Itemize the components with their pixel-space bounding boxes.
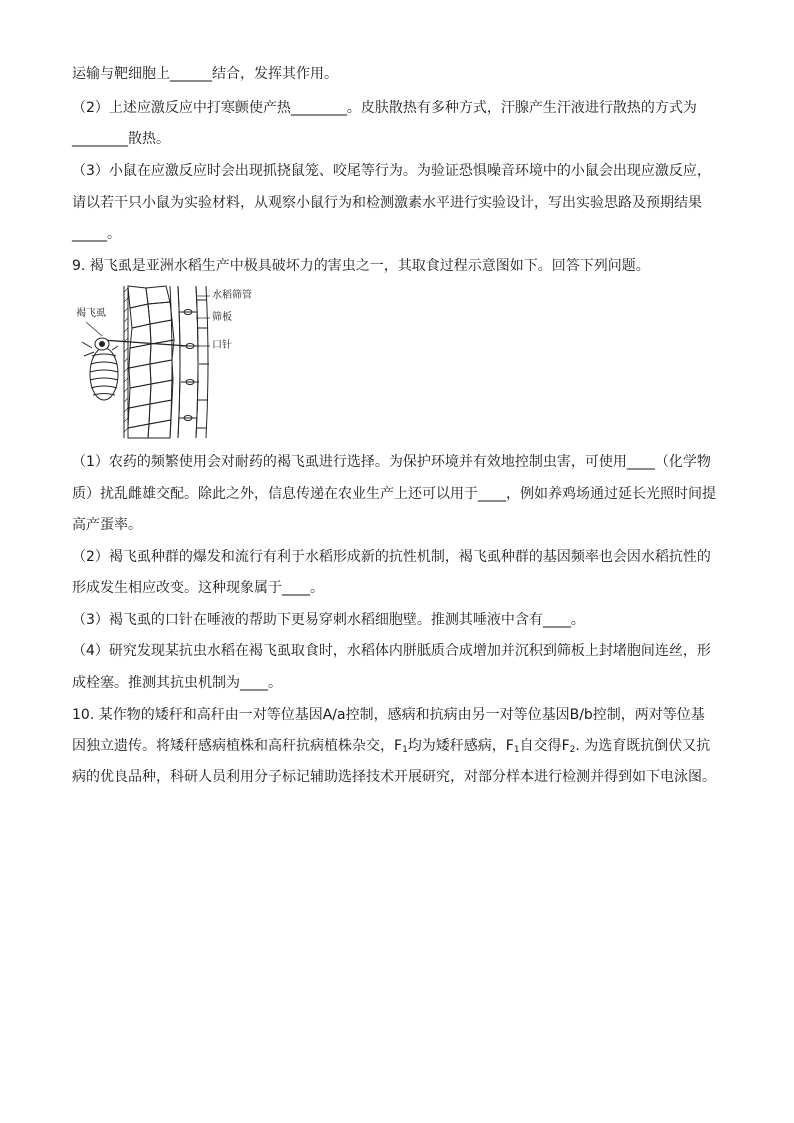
text-line: 形成发生相应改变。这种现象属于____。: [72, 580, 324, 596]
planthopper-icon: [82, 338, 118, 400]
text-line: （4）研究发现某抗虫水稻在褐飞虱取食时，水稻体内胼胝质合成增加并沉积到筛板上封堵胞间连丝，形: [72, 643, 711, 659]
text-line: （2）上述应激反应中打寒颤使产热________。皮肤散热有多种方式，汗腺产生汗液进行散热的方式为: [72, 100, 697, 116]
question-9-stem: 9. 褐飞虱是亚洲水稻生产中极具破坏力的害虫之一，其取食过程示意图如下。回答下列问题。: [72, 258, 650, 274]
text-line: 病的优良品种，科研人员利用分子标记辅助选择技术开展研究，对部分样本进行检测并得到如下电泳图。: [72, 769, 716, 785]
text-line: 请以若干只小鼠为实验材料，从观察小鼠行为和检测激素水平进行实验设计，写出实验思路及预期结果: [72, 195, 702, 211]
planthopper-feeding-figure: [78, 282, 298, 444]
text-line: （3）褐飞虱的口针在唾液的帮助下更易穿刺水稻细胞壁。推测其唾液中含有____。: [72, 612, 585, 628]
text-line: 质）扰乱雌雄交配。除此之外，信息传递在农业生产上还可以用于____，例如养鸡场通过延长光照时间提: [72, 486, 716, 502]
text-line: ________散热。: [72, 131, 170, 147]
label-sieve-plate: 筛板: [212, 312, 232, 323]
text-line: （1）农药的频繁使用会对耐药的褐飞虱进行选择。为保护环境并有效地控制虫害，可使用____（化学物: [72, 454, 711, 470]
text-line: 运输与靶细胞上______结合，发挥其作用。: [72, 66, 338, 82]
text-line: （3）小鼠在应激反应时会出现抓挠鼠笼、咬尾等行为。为验证恐惧噪音环境中的小鼠会出现应激反应，: [72, 163, 711, 179]
label-sieve-tube: 水稻筛管: [212, 290, 252, 301]
text-line: 高产蛋率。: [72, 517, 142, 533]
label-stylet: 口针: [212, 340, 232, 351]
text-line: （2）褐飞虱种群的爆发和流行有利于水稻形成新的抗性机制，褐飞虱种群的基因频率也会因水稻抗性的: [72, 549, 711, 565]
question-10-stem: 10. 某作物的矮秆和高秆由一对等位基因A/a控制，感病和抗病由另一对等位基因B/b控制，两对等位基: [72, 707, 705, 723]
text-line: 成栓塞。推测其抗虫机制为____。: [72, 675, 282, 691]
plant-tissue-diagram: [78, 282, 298, 444]
label-planthopper: 褐飞虱: [76, 308, 106, 319]
text-line: 因独立遗传。将矮秆感病植株和高秆抗病植株杂交，$F_1$均为矮秆感病，$F_1$自交得$F_2$. 为选育既抗倒伏又抗: [72, 738, 711, 755]
text-line: _____。: [72, 226, 121, 242]
